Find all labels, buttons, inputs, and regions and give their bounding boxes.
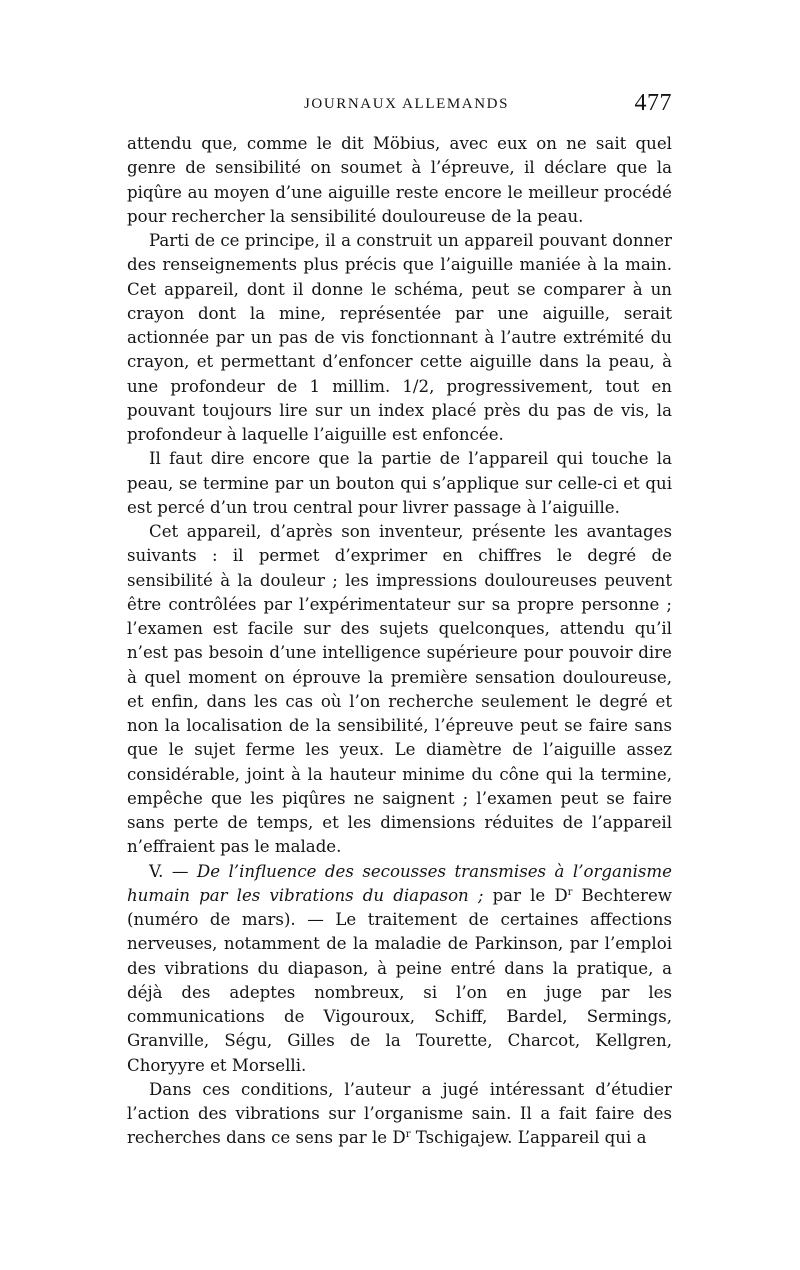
paragraph-6-start: Dans ces conditions, l’auteur a jugé intéressant d’étudier l’action des vibrations sur l’organisme sain. Il a fait faire des recherches dans ce sens par le D: [127, 1079, 672, 1148]
doctor-superscript-2: r: [405, 1129, 411, 1141]
section-title: De l’influence des secousses transmises à l’organisme humain par les vibrations du diapason ;: [127, 861, 672, 905]
running-title: JOURNAUX ALLEMANDS: [303, 96, 510, 112]
paragraph-6-end: Tschigajew. L’appareil qui a: [415, 1128, 647, 1148]
paragraph-6: [127, 1078, 672, 1151]
paragraph-3: Il faut dire encore que la partie de l’appareil qui touche la peau, se termine par un bouton qui s’applique sur celle-ci et qui est percé d’un trou central pour livrer passage à l’aiguille.: [127, 449, 672, 517]
paragraph-2: Parti de ce principe, il a construit un appareil pouvant donner des renseignements plus précis que l’aiguille maniée à la main. Cet appareil, dont il donne le schéma, peut se comparer à un crayon dont la mine, représentée par une aiguille, serait actionnée par un pas de vis fonctionnant à l’autre extrémité du crayon, et permettant d’enfoncer cette aiguille dans la peau, à une profondeur de 1 millim. 1/2, progressivement, tout en pouvant toujours lire sur un index placé près du pas de vis, la profondeur à laquelle l’aiguille est enfoncée.: [127, 231, 672, 444]
body-text: [127, 132, 672, 1151]
paragraph-1: attendu que, comme le dit Möbius, avec eux on ne sait quel genre de sensibilité on soumet à l’épreuve, il déclare que la piqûre au moyen d’une aiguille reste encore le meilleur procédé pour rechercher la sensibilité douloureuse de la peau.: [127, 134, 672, 226]
running-head: [127, 90, 672, 122]
paragraph-4: Cet appareil, d’après son inventeur, présente les avantages suivants : il permet d’exprimer en chiffres le degré de sensibilité à la douleur ; les impressions douloureuses peuvent être contrôlées par l’expérimentateur sur sa propre personne ; l’examen est facile sur des sujets quelconques, attendu qu’il n’est pas besoin d’une intelligence supérieure pour pouvoir dire à quel moment on éprouve la première sensation douloureuse, et enfin, dans les cas où l’on recherche seulement le degré et non la localisation de la sensibilité, l’épreuve peut se faire sans que le sujet ferme les yeux. Le diamètre de l’aiguille assez considérable, joint à la hauteur minime du cône qui la termine, empêche que les piqûres ne saignent ; l’examen peut se faire sans perte de temps, et les dimensions réduites de l’appareil n’effraient pas le malade.: [127, 522, 672, 857]
paragraph-5: [127, 860, 672, 1078]
paragraph-5-rest: Bechterew (numéro de mars). — Le traitement de certaines affections nerveuses, notamment de la maladie de Parkinson, par l’emploi des vibrations du diapason, à peine entré dans la pratique, a déjà des adeptes nombreux, si l’on en juge par les communications de Vigouroux, Schiff, Bardel, Sermings, Granville, Ségu, Gilles de la Tourette, Charcot, Kellgren, Choryyre et Morselli.: [127, 885, 672, 1075]
page-number: 477: [634, 90, 672, 116]
author-prefix: par le D: [492, 885, 568, 905]
section-number: V. —: [149, 861, 189, 881]
doctor-superscript: r: [567, 886, 573, 898]
